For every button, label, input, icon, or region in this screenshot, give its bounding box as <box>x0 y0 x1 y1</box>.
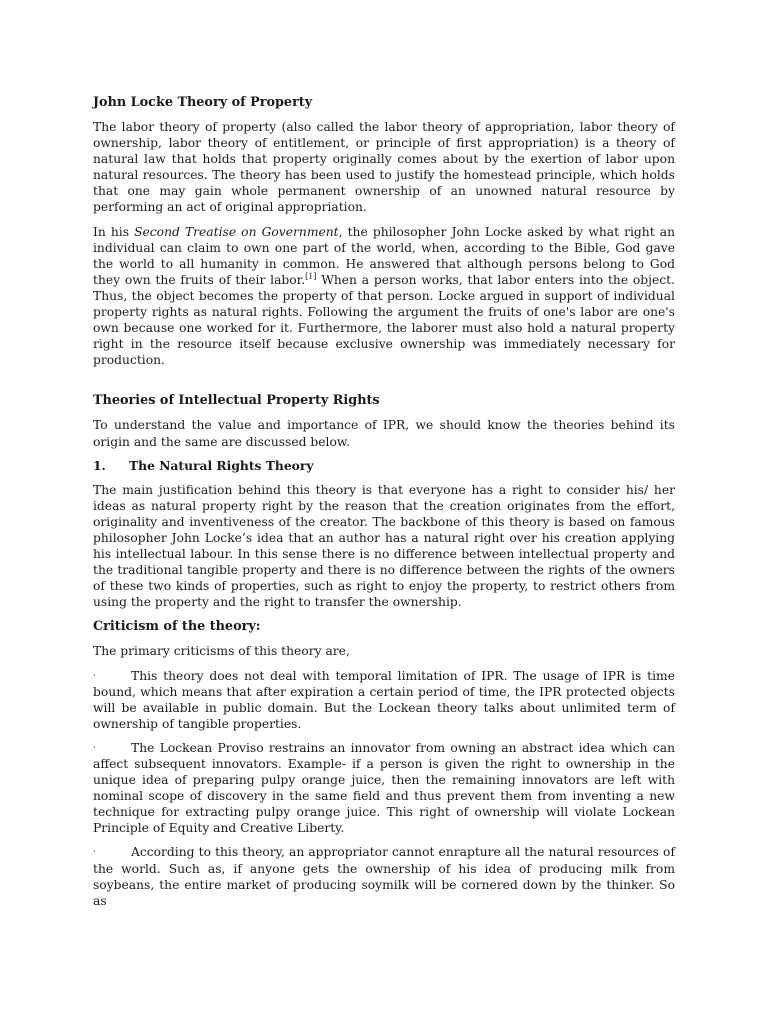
book-title: Second Treatise on Government <box>134 224 339 239</box>
list-item <box>93 844 675 908</box>
numbered-heading-natural-rights <box>93 458 675 474</box>
p2-text-b: , the philosopher John Locke asked by what right an individual can claim to own one part of the world, when, according to the Bible, God gave the world to all humanity in common. He answered that although persons belong to God they own the fruits of their labor. <box>93 224 675 287</box>
subheading-criticism: Criticism of the theory: <box>93 619 261 635</box>
bullet-dot-icon: · <box>93 742 96 753</box>
bullet-dot-icon: · <box>93 847 96 858</box>
p2-text-a: In his <box>93 224 135 239</box>
heading-number: 1. <box>93 457 106 473</box>
list-item <box>93 740 675 837</box>
section-title-ipr: Theories of Intellectual Property Rights <box>93 393 380 409</box>
section-title-locke: John Locke Theory of Property <box>93 95 313 110</box>
list-item <box>93 668 675 732</box>
paragraph-natural-rights: The main justification behind this theory is that everyone has a right to consider his/ her ideas as natural property right by the reason that the creation originates from the effort, originality and inventiveness of the creator. The backbone of this theory is based on famous philosopher John Locke’s idea that an author has a natural right over his creation applying his intellectual labour. In this sense there is no difference between intellectual property and the traditional tangible property and there is no difference between the rights of the owners of these two kinds of properties, such as right to enjoy the property, to restrict others from using the property and the right to transfer the ownership. <box>93 482 675 610</box>
list-item-text: This theory does not deal with temporal limitation of IPR. The usage of IPR is time bound, which means that after expiration a certain period of time, the IPR protected objects will be available in public domain. But the Lockean theory talks about unlimited term of ownership of tangible properties. <box>93 668 675 731</box>
heading-text: The Natural Rights Theory <box>129 457 314 473</box>
paragraph-labor-theory: The labor theory of property (also called the labor theory of appropriation, labor theory of ownership, labor theory of entitlement, or principle of first appropriation) is a theory of natural law that holds that property originally comes about by the exertion of labor upon natural resources. The theory has been used to justify the homestead principle, which holds that one may gain whole permanent ownership of an unowned natural resource by performing an act of original appropriation. <box>93 120 675 215</box>
bullet-dot-icon: · <box>93 670 96 681</box>
list-item-text: According to this theory, an appropriator cannot enrapture all the natural resources of the world. Such as, if anyone gets the ownership of his idea of producing milk from soybeans, the entire market of producing soymilk will be cornered down by the thinker. So as <box>93 845 675 908</box>
list-item-text: The Lockean Proviso restrains an innovator from owning an abstract idea which can affect subsequent innovators. Example- if a person is given the right to ownership in the unique idea of preparing pulpy orange juice, then the remaining innovators are left with nominal scope of discovery in the same field and thus prevent them from inventing a new technique for extracting pulpy orange juice. This right of ownership will violate Lockean Principle of Equity and Creative Liberty. <box>93 740 675 836</box>
paragraph-ipr-intro: To understand the value and importance of IPR, we should know the theories behind its origin and the same are discussed below. <box>93 418 675 449</box>
paragraph-criticism-intro: The primary criticisms of this theory are, <box>93 644 350 659</box>
p2-text-c: When a person works, that labor enters into the object. Thus, the object becomes the property of that person. Locke argued in support of individual property rights as natural rights. Following the argument the fruits of one's labor are one's own because one worked for it. Furthermore, the laborer must also hold a natural property right in the resource itself because exclusive ownership was immediately necessary for production. <box>93 272 675 368</box>
paragraph-second-treatise <box>93 224 675 369</box>
document-page <box>93 94 675 917</box>
footnote-ref-link[interactable]: [1] <box>305 271 317 281</box>
